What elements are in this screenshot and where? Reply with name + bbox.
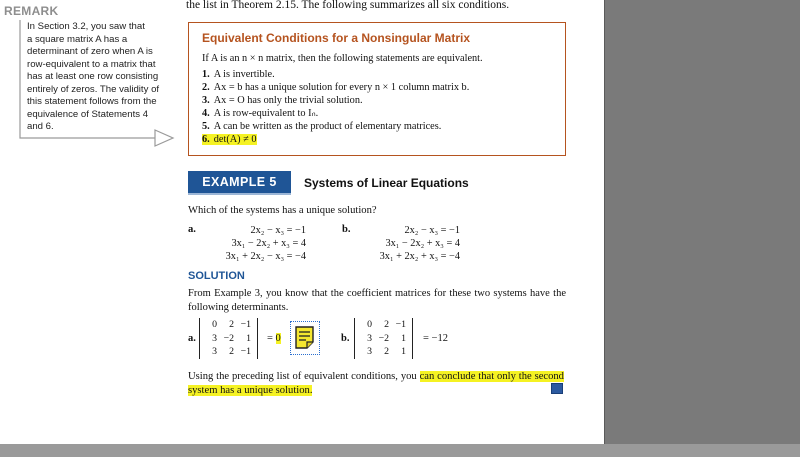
det-cell: 2 xyxy=(229,319,234,330)
condition-number: 5. xyxy=(202,121,210,133)
det-cell: 3 xyxy=(212,346,217,358)
det-cell: 3 xyxy=(367,346,372,358)
remark-line: and 6. xyxy=(27,121,54,132)
det-a-equals xyxy=(267,333,281,344)
det-cell: 1 xyxy=(401,332,406,344)
example-title: Systems of Linear Equations xyxy=(304,176,469,190)
example-question: Which of the systems has a unique solution? xyxy=(188,205,377,216)
det-cell: −2 xyxy=(378,332,389,344)
equation: 3x₁ − 2x₂ + x₃ = 4 xyxy=(231,238,306,249)
example-underline xyxy=(0,193,604,197)
det-b-label: b. xyxy=(341,333,350,344)
determinant-a xyxy=(199,318,258,359)
viewer-bottom-strip xyxy=(0,444,800,457)
condition-item xyxy=(202,81,469,94)
condition-text: Ax = b has a unique solution for every n × 1 column matrix b. xyxy=(213,82,470,94)
remark-line: In Section 3.2, you saw that xyxy=(27,21,145,32)
conclusion-text: Using the preceding list of equivalent conditions, you xyxy=(188,371,420,382)
remark-line: has at least one row consisting xyxy=(27,71,159,82)
det-cell: −1 xyxy=(395,319,406,330)
det-cell: −2 xyxy=(223,332,234,344)
theorem-intro: If A is an n × n matrix, then the following statements are equivalent. xyxy=(202,53,483,64)
condition-number: 6. xyxy=(202,134,210,146)
det-cell: −1 xyxy=(240,319,251,330)
example-label: EXAMPLE 5 xyxy=(202,175,277,189)
condition-text: Ax = O has only the trivial solution. xyxy=(213,95,363,107)
condition-item xyxy=(202,94,469,107)
det-cell: 3 xyxy=(212,332,217,344)
condition-text: A can be written as the product of elementary matrices. xyxy=(213,121,442,133)
conditions-list xyxy=(202,68,469,147)
system-a xyxy=(200,224,306,263)
det-cell: 3 xyxy=(367,332,372,344)
system-b-label: b. xyxy=(342,224,351,235)
solution-paragraph: From Example 3, you know that the coefficient matrices for these two systems have the following determinants. xyxy=(188,288,566,313)
annotation-square-icon[interactable] xyxy=(551,383,563,394)
remark-line: entirely of zeros. The validity of xyxy=(27,83,160,95)
condition-text: A is row-equivalent to Iₙ. xyxy=(213,108,319,120)
condition-number: 3. xyxy=(202,95,210,107)
solution-heading: SOLUTION xyxy=(188,270,245,282)
condition-item xyxy=(202,107,469,120)
det-cell: 0 xyxy=(212,319,217,330)
det-cell: 1 xyxy=(401,346,406,358)
top-text: the list in Theorem 2.15. The following summarizes all six conditions. xyxy=(186,0,510,11)
remark-line: this statement follows from the xyxy=(27,96,157,107)
det-cell: 0 xyxy=(367,319,372,330)
sticky-note-icon[interactable] xyxy=(290,321,320,355)
system-a-label: a. xyxy=(188,224,196,235)
equation: 3x₁ + 2x₂ + x₃ = −4 xyxy=(379,251,460,262)
conclusion-highlight[interactable]: can conclude that only the second system has a unique solution. xyxy=(188,371,564,396)
det-cell: 2 xyxy=(229,346,234,358)
example-badge xyxy=(188,171,291,193)
conclusion-paragraph xyxy=(188,370,564,397)
condition-text: A is invertible. xyxy=(213,69,275,80)
condition-number: 4. xyxy=(202,108,210,120)
equation: 2x₂ − x₃ = −1 xyxy=(250,225,306,236)
det-a-label: a. xyxy=(188,333,196,344)
det-a-value: 0 xyxy=(275,333,281,344)
determinant-b xyxy=(354,318,413,359)
remark-line: a square matrix A has a xyxy=(27,33,128,45)
equation: 3x₁ + 2x₂ − x₃ = −4 xyxy=(225,251,306,262)
remark-title: REMARK xyxy=(4,4,59,18)
det-cell: 2 xyxy=(384,319,389,330)
equals-sign: = xyxy=(267,333,273,344)
condition-item-highlighted xyxy=(202,133,469,146)
condition-item xyxy=(202,120,469,133)
remark-line: equivalence of Statements 4 xyxy=(27,108,149,120)
det-cell: −1 xyxy=(240,346,251,358)
condition-text: det(A) ≠ 0 xyxy=(213,134,257,146)
equation: 2x₂ − x₃ = −1 xyxy=(404,225,460,236)
remark-body xyxy=(27,21,175,134)
condition-item xyxy=(202,68,469,81)
det-cell: 1 xyxy=(246,332,251,344)
condition-number: 2. xyxy=(202,82,210,94)
condition-number: 1. xyxy=(202,69,210,80)
equation: 3x₁ − 2x₂ + x₃ = 4 xyxy=(385,238,460,249)
theorem-title: Equivalent Conditions for a Nonsingular Matrix xyxy=(202,31,471,45)
system-b xyxy=(354,224,460,263)
theorem-box xyxy=(188,22,566,156)
det-cell: 2 xyxy=(384,346,389,358)
det-b-equals: = −12 xyxy=(423,333,448,344)
remark-line: determinant of zero when A is xyxy=(27,46,153,57)
remark-line: row-equivalent to a matrix that xyxy=(27,58,156,70)
